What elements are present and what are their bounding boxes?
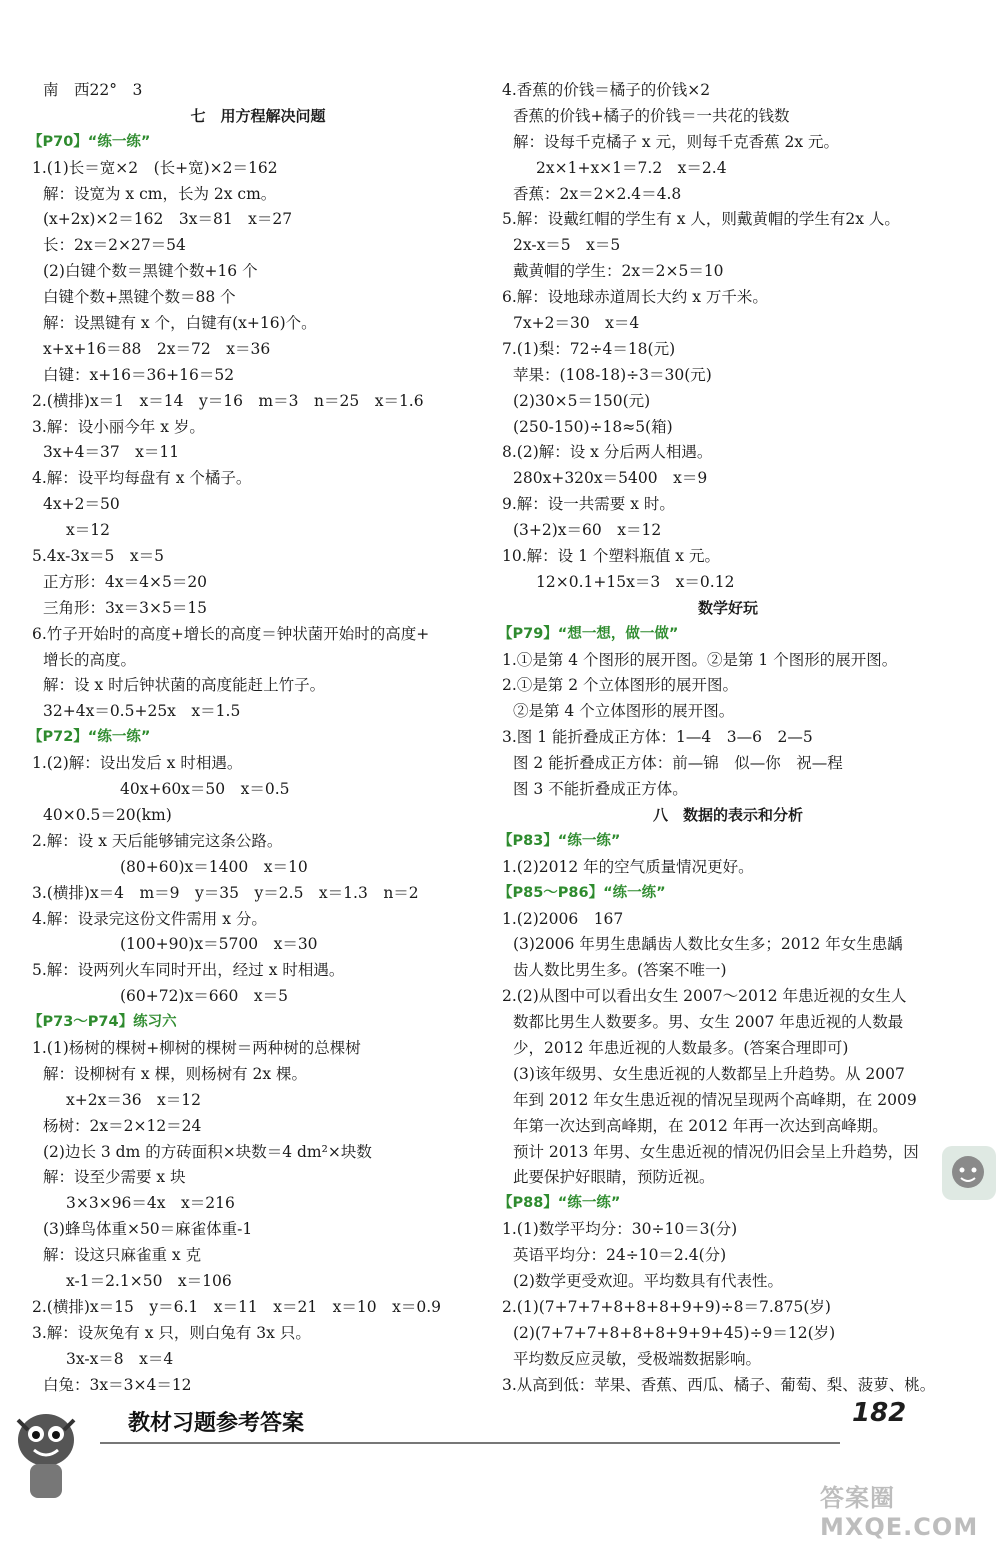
answer-line: 2.(横排)x＝1 x＝14 y＝16 m＝3 n＝25 x＝1.6 (32, 391, 424, 410)
answer-line: 正方形：4x＝4×5＝20 (43, 572, 208, 591)
answer-line: 图 3 不能折叠成正方体。 (513, 780, 688, 799)
watermark-brand: 答案圈 (820, 1484, 895, 1512)
answer-line: 长：2x＝2×27＝54 (43, 236, 186, 255)
answer-line: 4.香蕉的价钱＝橘子的价钱×2 (502, 81, 711, 99)
answer-line: 此要保护好眼睛，预防近视。 (513, 1168, 715, 1187)
answer-line: 2.(横排)x＝15 y＝6.1 x＝11 x＝21 x＝10 x＝0.9 (32, 1297, 442, 1316)
answer-line: 2x-x＝5 x＝5 (513, 236, 621, 255)
right-column (498, 78, 958, 1398)
answer-line: 7.(1)梨：72÷4＝18(元) (502, 339, 676, 358)
answer-line: 白兔：3x＝3×4＝12 (43, 1375, 192, 1394)
answer-line: (3)蜂鸟体重×50＝麻雀体重-1 (43, 1220, 253, 1239)
section-heading: 七 用方程解决问题 (190, 106, 326, 125)
answer-line: 图 2 能折叠成正方体：前—锦 似—你 祝—程 (513, 754, 843, 773)
answer-line: 40×0.5＝20(km) (43, 805, 172, 824)
answer-line: ②是第 4 个立体图形的展开图。 (513, 702, 735, 721)
answer-line: 3.解：设小丽今年 x 岁。 (32, 417, 205, 436)
answer-line: 解：设至少需要 x 块 (43, 1168, 186, 1187)
answer-line: 4.解：设平均每盘有 x 个橘子。 (32, 469, 252, 488)
answer-line: 年第一次达到高峰期，在 2012 年再一次达到高峰期。 (513, 1116, 888, 1135)
answer-line: 8.(2)解：设 x 分后两人相遇。 (502, 443, 713, 462)
exercise-tag: 【P88】“练一练” (498, 1195, 621, 1212)
answer-line: x+2x＝36 x＝12 (66, 1090, 202, 1109)
answer-line: 解：设黑键有 x 个，白键有(x+16)个。 (43, 314, 317, 333)
exercise-tag: 【P72】“练一练” (28, 729, 151, 746)
answer-line: 解：设这只麻雀重 x 克 (43, 1246, 202, 1265)
answer-line: 12×0.1+15x＝3 x＝0.12 (536, 572, 735, 591)
answer-line: (2)边长 3 dm 的方砖面积×块数＝4 dm²×块数 (43, 1142, 372, 1161)
answer-line: 2.(1)(7+7+7+8+8+8+9+9)÷8＝7.875(岁) (502, 1297, 831, 1316)
page-footer (0, 1390, 1000, 1541)
answer-line: (250-150)÷18≈5(箱) (513, 417, 673, 436)
section-heading: 八 数据的表示和分析 (652, 805, 803, 824)
answer-line: (60+72)x＝660 x＝5 (120, 987, 288, 1006)
answer-line: (3)该年级男、女生患近视的人数都呈上升趋势。从 2007 (513, 1064, 905, 1083)
answer-line: 解：设柳树有 x 棵，则杨树有 2x 棵。 (43, 1064, 308, 1083)
answer-line: 1.(1)数学平均分：30÷10＝3(分) (502, 1220, 738, 1239)
exercise-tag: 【P70】“练一练” (28, 133, 151, 150)
answer-line: 10.解：设 1 个塑料瓶值 x 元。 (502, 547, 720, 566)
answer-line: 3x-x＝8 x＝4 (66, 1349, 174, 1368)
answer-line: 1.(2)解：设出发后 x 时相遇。 (32, 754, 243, 773)
answer-line: (2)30×5＝150(元) (513, 391, 651, 410)
answer-line: 苹果：(108-18)÷3＝30(元) (513, 365, 712, 384)
answer-line: 3x+4＝37 x＝11 (43, 443, 180, 462)
answer-line: 1.(1)杨树的棵树+柳树的棵树＝两种树的总棵树 (32, 1038, 361, 1057)
page-number: 182 (852, 1398, 907, 1428)
cartoon-face-icon (940, 1140, 996, 1204)
answer-line: 5.解：设两列火车同时开出，经过 x 时相遇。 (32, 961, 345, 980)
answer-line: 平均数反应灵敏，受极端数据影响。 (513, 1349, 762, 1368)
answer-line: 3.图 1 能折叠成正方体：1—4 3—6 2—5 (502, 728, 813, 747)
answer-line: (2)数学更受欢迎。平均数具有代表性。 (513, 1271, 783, 1290)
watermark-url: MXQE.COM (820, 1513, 979, 1541)
answer-line: 1.(1)长＝宽×2 (长+宽)×2＝162 (32, 158, 278, 177)
answer-line: 少，2012 年患近视的人数最多。(答案合理即可) (513, 1038, 849, 1057)
answer-line: 增长的高度。 (43, 650, 137, 669)
answer-line: (80+60)x＝1400 x＝10 (120, 857, 308, 876)
answer-line: 4.解：设录完这份文件需用 x 分。 (32, 909, 267, 928)
footer-title: 教材习题参考答案 (128, 1411, 305, 1436)
answer-line: (3)2006 年男生患龋齿人数比女生多；2012 年女生患龋 (513, 935, 903, 954)
mascot-icon (4, 1390, 94, 1508)
answer-line: 1.(2)2006 167 (502, 909, 624, 928)
answer-line: 预计 2013 年男、女生患近视的情况仍旧会呈上升趋势，因 (513, 1142, 919, 1161)
answer-line: x＝12 (66, 521, 110, 540)
answer-line: 南 西22° 3 (43, 81, 143, 99)
left-column (28, 78, 488, 1398)
exercise-tag: 【P73～P74】练习六 (28, 1014, 177, 1031)
answer-line: 5.4x-3x＝5 x＝5 (32, 547, 164, 566)
exercise-tag: 【P79】“想一想，做一做” (498, 625, 679, 642)
answer-line: 杨树：2x＝2×12＝24 (43, 1116, 202, 1135)
footer-divider (100, 1442, 840, 1444)
answer-line: (2)白键个数＝黑键个数+16 个 (43, 262, 258, 281)
answer-line: 40x+60x＝50 x＝0.5 (120, 780, 290, 799)
answer-line: 5.解：设戴红帽的学生有 x 人，则戴黄帽的学生有2x 人。 (502, 210, 900, 229)
answer-line: 32+4x＝0.5+25x x＝1.5 (43, 702, 241, 721)
answer-line: 齿人数比男生多。(答案不唯一) (513, 961, 727, 980)
answer-line: (100+90)x＝5700 x＝30 (120, 935, 318, 954)
answer-line: 4x+2＝50 (43, 495, 120, 514)
answer-line: 三角形：3x＝3×5＝15 (43, 598, 208, 617)
answer-line: x+x+16＝88 2x＝72 x＝36 (43, 339, 271, 358)
answer-line: 2.①是第 2 个立体图形的展开图。 (502, 676, 739, 695)
answer-line: 1.(2)2012 年的空气质量情况更好。 (502, 857, 754, 876)
answer-line: 数都比男生人数要多。男、女生 2007 年患近视的人数最 (513, 1013, 904, 1032)
answer-line: 香蕉的价钱+橘子的价钱＝一共花的钱数 (513, 106, 790, 125)
answer-line: 3.(横排)x＝4 m＝9 y＝35 y＝2.5 x＝1.3 n＝2 (32, 883, 419, 902)
answer-line: 3×3×96＝4x x＝216 (66, 1194, 235, 1213)
answer-line: 白键：x+16＝36+16＝52 (43, 365, 235, 384)
section-heading: 数学好玩 (697, 598, 758, 617)
answer-line: 3.解：设灰兔有 x 只，则白兔有 3x 只。 (32, 1323, 311, 1342)
answer-line: 戴黄帽的学生：2x＝2×5＝10 (513, 262, 724, 281)
answer-line: 解：设 x 时后钟状菌的高度能赶上竹子。 (43, 676, 326, 695)
answer-line: 3.从高到低：苹果、香蕉、西瓜、橘子、葡萄、梨、菠萝、桃。 (502, 1375, 936, 1394)
answer-line: 280x+320x＝5400 x＝9 (513, 469, 708, 488)
answer-line: 英语平均分：24÷10＝2.4(分) (513, 1246, 727, 1265)
answer-line: 2.解：设 x 天后能够铺完这条公路。 (32, 831, 283, 850)
answer-line: 6.竹子开始时的高度+增长的高度＝钟状菌开始时的高度+ (32, 624, 430, 643)
exercise-tag: 【P83】“练一练” (498, 832, 621, 849)
answer-line: 1.①是第 4 个图形的展开图。②是第 1 个图形的展开图。 (502, 650, 898, 669)
exercise-tag: 【P85～P86】“练一练” (498, 884, 666, 901)
answer-line: 6.解：设地球赤道周长大约 x 万千米。 (502, 288, 768, 307)
answer-line: 解：设每千克橘子 x 元，则每千克香蕉 2x 元。 (513, 132, 840, 151)
answer-line: 年到 2012 年女生患近视的情况呈现两个高峰期，在 2009 (513, 1090, 917, 1109)
answer-line: 9.解：设一共需要 x 时。 (502, 495, 675, 514)
answer-line: (2)(7+7+7+8+8+8+9+9+45)÷9＝12(岁) (513, 1323, 836, 1342)
answer-line: 2.(2)从图中可以看出女生 2007～2012 年患近视的女生人 (502, 987, 907, 1006)
answer-line: (x+2x)×2＝162 3x＝81 x＝27 (43, 210, 293, 229)
answer-line: 香蕉：2x＝2×2.4＝4.8 (513, 184, 682, 203)
answer-line: 2x×1+x×1＝7.2 x＝2.4 (536, 158, 727, 177)
answer-line: x-1＝2.1×50 x＝106 (66, 1271, 232, 1290)
answer-line: 7x+2＝30 x＝4 (513, 314, 640, 333)
answer-line: (3+2)x＝60 x＝12 (513, 521, 662, 540)
answer-line: 解：设宽为 x cm，长为 2x cm。 (43, 184, 277, 203)
answer-line: 白键个数+黑键个数＝88 个 (43, 288, 236, 307)
